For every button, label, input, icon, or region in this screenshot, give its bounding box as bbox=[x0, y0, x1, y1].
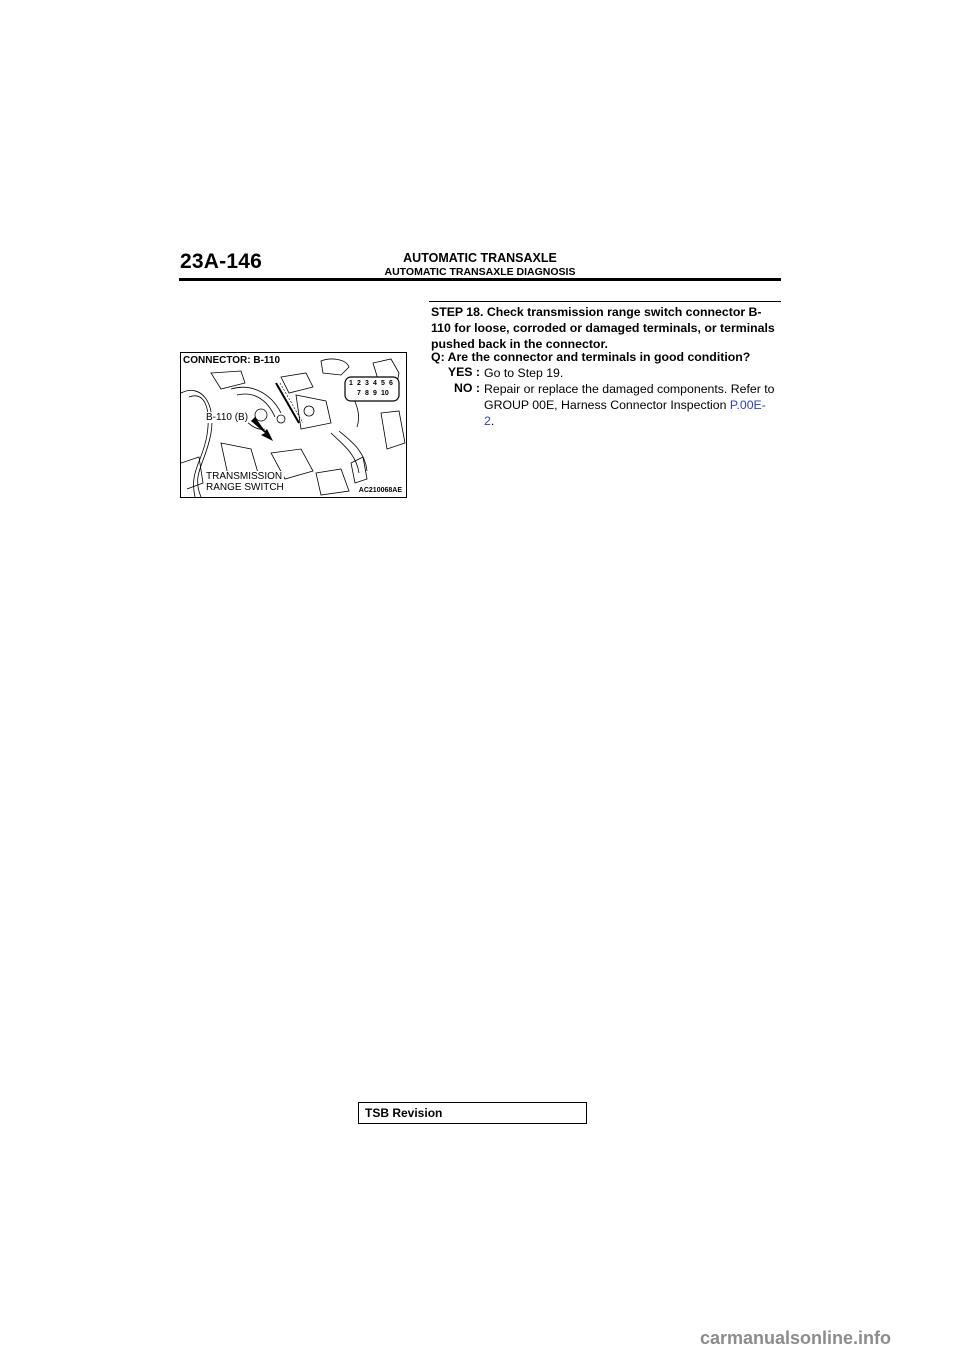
no-label: NO : bbox=[454, 381, 480, 395]
figure-code: AC210068AE bbox=[358, 487, 402, 494]
step-title-line: pushed back in the connector. bbox=[431, 337, 608, 351]
pin-number: 5 bbox=[381, 380, 385, 387]
no-text-line bbox=[484, 413, 784, 429]
step-title bbox=[431, 304, 781, 352]
step-title-line: STEP 18. Check transmission range switch connector B- bbox=[431, 305, 762, 319]
page-reference-link[interactable]: P.00E- bbox=[729, 398, 766, 412]
no-text-line bbox=[484, 397, 784, 413]
switch-label-line: TRANSMISSION bbox=[206, 471, 283, 482]
connector-figure bbox=[180, 352, 407, 498]
pin-number: 9 bbox=[373, 390, 377, 397]
pin-number: 1 bbox=[349, 380, 353, 387]
no-text-part: GROUP 00E, Harness Connector Inspection bbox=[484, 398, 730, 412]
section-subtitle: AUTOMATIC TRANSAXLE DIAGNOSIS bbox=[384, 266, 576, 278]
step-question: Q: Are the connector and terminals in good condition? bbox=[431, 350, 751, 364]
yes-label: YES : bbox=[447, 365, 480, 379]
no-text bbox=[484, 381, 784, 429]
no-text-line: Repair or replace the damaged components. Refer to bbox=[484, 382, 775, 396]
pin-number: 6 bbox=[389, 380, 393, 387]
yes-text: Go to Step 19. bbox=[484, 366, 564, 380]
connector-callout: B-110 (B) bbox=[206, 412, 249, 423]
section-title: AUTOMATIC TRANSAXLE bbox=[403, 251, 557, 265]
switch-label bbox=[206, 471, 284, 493]
step-title-line: 110 for loose, corroded or damaged terminals, or terminals bbox=[431, 321, 775, 335]
pin-number: 8 bbox=[365, 390, 369, 397]
page-reference-link[interactable]: 2 bbox=[484, 414, 491, 428]
watermark: carmanualsonline.info bbox=[700, 1328, 892, 1348]
switch-label-line: RANGE SWITCH bbox=[206, 482, 284, 493]
pin-number: 7 bbox=[357, 390, 361, 397]
connector-label: CONNECTOR: B-110 bbox=[183, 355, 281, 366]
pin-number: 10 bbox=[381, 390, 389, 397]
page-number: 23A-146 bbox=[180, 250, 262, 273]
pin-number: 4 bbox=[373, 380, 377, 387]
pin-number: 2 bbox=[357, 380, 361, 387]
header-rule bbox=[179, 278, 781, 281]
step-rule bbox=[429, 301, 781, 302]
tsb-revision-label: TSB Revision bbox=[365, 1106, 443, 1120]
pin-number: 3 bbox=[365, 380, 369, 387]
no-text-end: . bbox=[490, 414, 495, 428]
